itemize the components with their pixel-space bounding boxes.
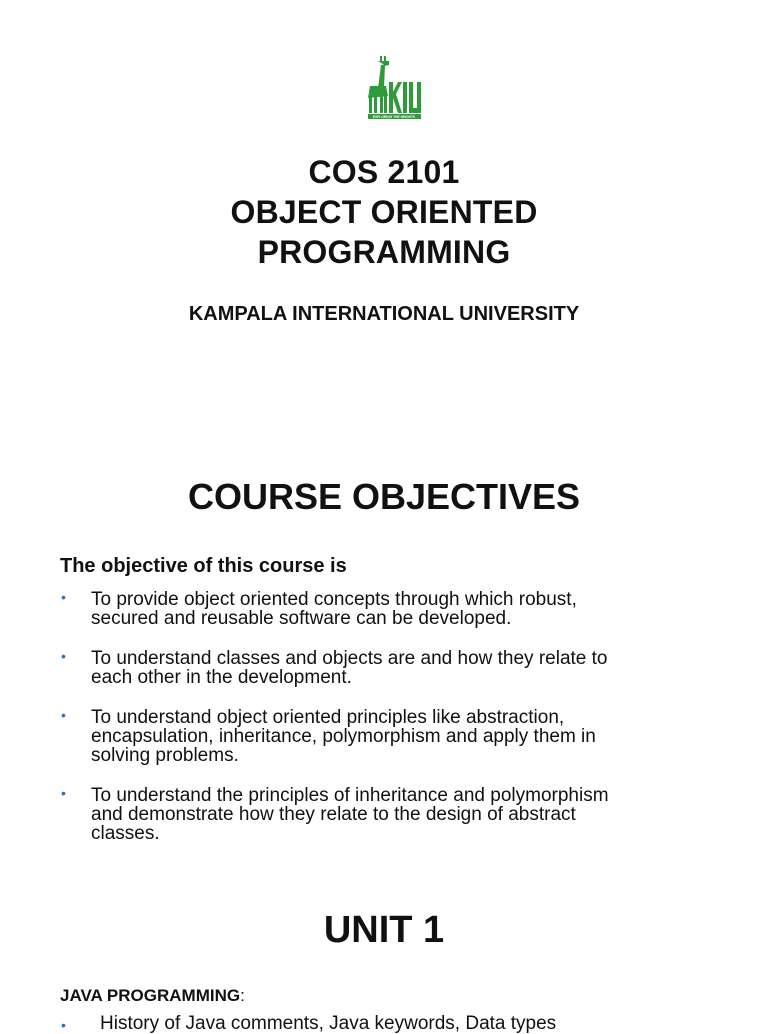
bullet-icon: • (61, 1017, 66, 1033)
list-item-line: classes. (91, 823, 160, 844)
unit-topic (60, 985, 245, 1007)
list-item (0, 708, 768, 765)
list-item-line: To understand object oriented principles like abstraction, (91, 707, 565, 728)
logo-tagline: EXPLORING THE HEIGHTS (372, 115, 416, 119)
list-item (0, 590, 768, 628)
course-name-line1: OBJECT ORIENTED (230, 194, 538, 230)
list-item-line: To provide object oriented concepts through which robust, (91, 589, 577, 610)
bullet-icon: • (61, 589, 66, 605)
objectives-intro: The objective of this course is (60, 555, 347, 577)
objectives-list (0, 590, 768, 864)
list-item (0, 786, 768, 843)
list-item-line: each other in the development. (91, 667, 352, 688)
bullet-icon: • (61, 785, 66, 801)
course-objectives-heading: COURSE OBJECTIVES (187, 476, 581, 517)
list-item-line: History of Java comments, Java keywords, Data types (100, 1013, 557, 1034)
bullet-icon: • (61, 648, 66, 664)
course-name-line2: PROGRAMMING (257, 234, 511, 270)
list-item (0, 1012, 768, 1034)
unit-topic-suffix: : (240, 986, 245, 1005)
list-item-line: and demonstrate how they relate to the design of abstract (91, 804, 576, 825)
unit-heading: UNIT 1 (323, 909, 445, 951)
list-item-line: secured and reusable software can be developed. (91, 608, 512, 629)
list-item-line: To understand the principles of inheritance and polymorphism (91, 785, 609, 806)
unit-topic-label: JAVA PROGRAMMING (60, 986, 241, 1005)
kiu-logo (362, 52, 424, 124)
list-item-line: solving problems. (91, 745, 239, 766)
bullet-icon: • (61, 707, 66, 723)
list-item (0, 649, 768, 687)
giraffe-logo-icon (362, 52, 424, 124)
list-item-line: To understand classes and objects are and how they relate to (91, 648, 608, 669)
course-title (0, 152, 768, 272)
course-code: COS 2101 (308, 154, 460, 190)
university-name: KAMPALA INTERNATIONAL UNIVERSITY (188, 303, 580, 325)
list-item-line: encapsulation, inheritance, polymorphism and apply them in (91, 726, 596, 747)
